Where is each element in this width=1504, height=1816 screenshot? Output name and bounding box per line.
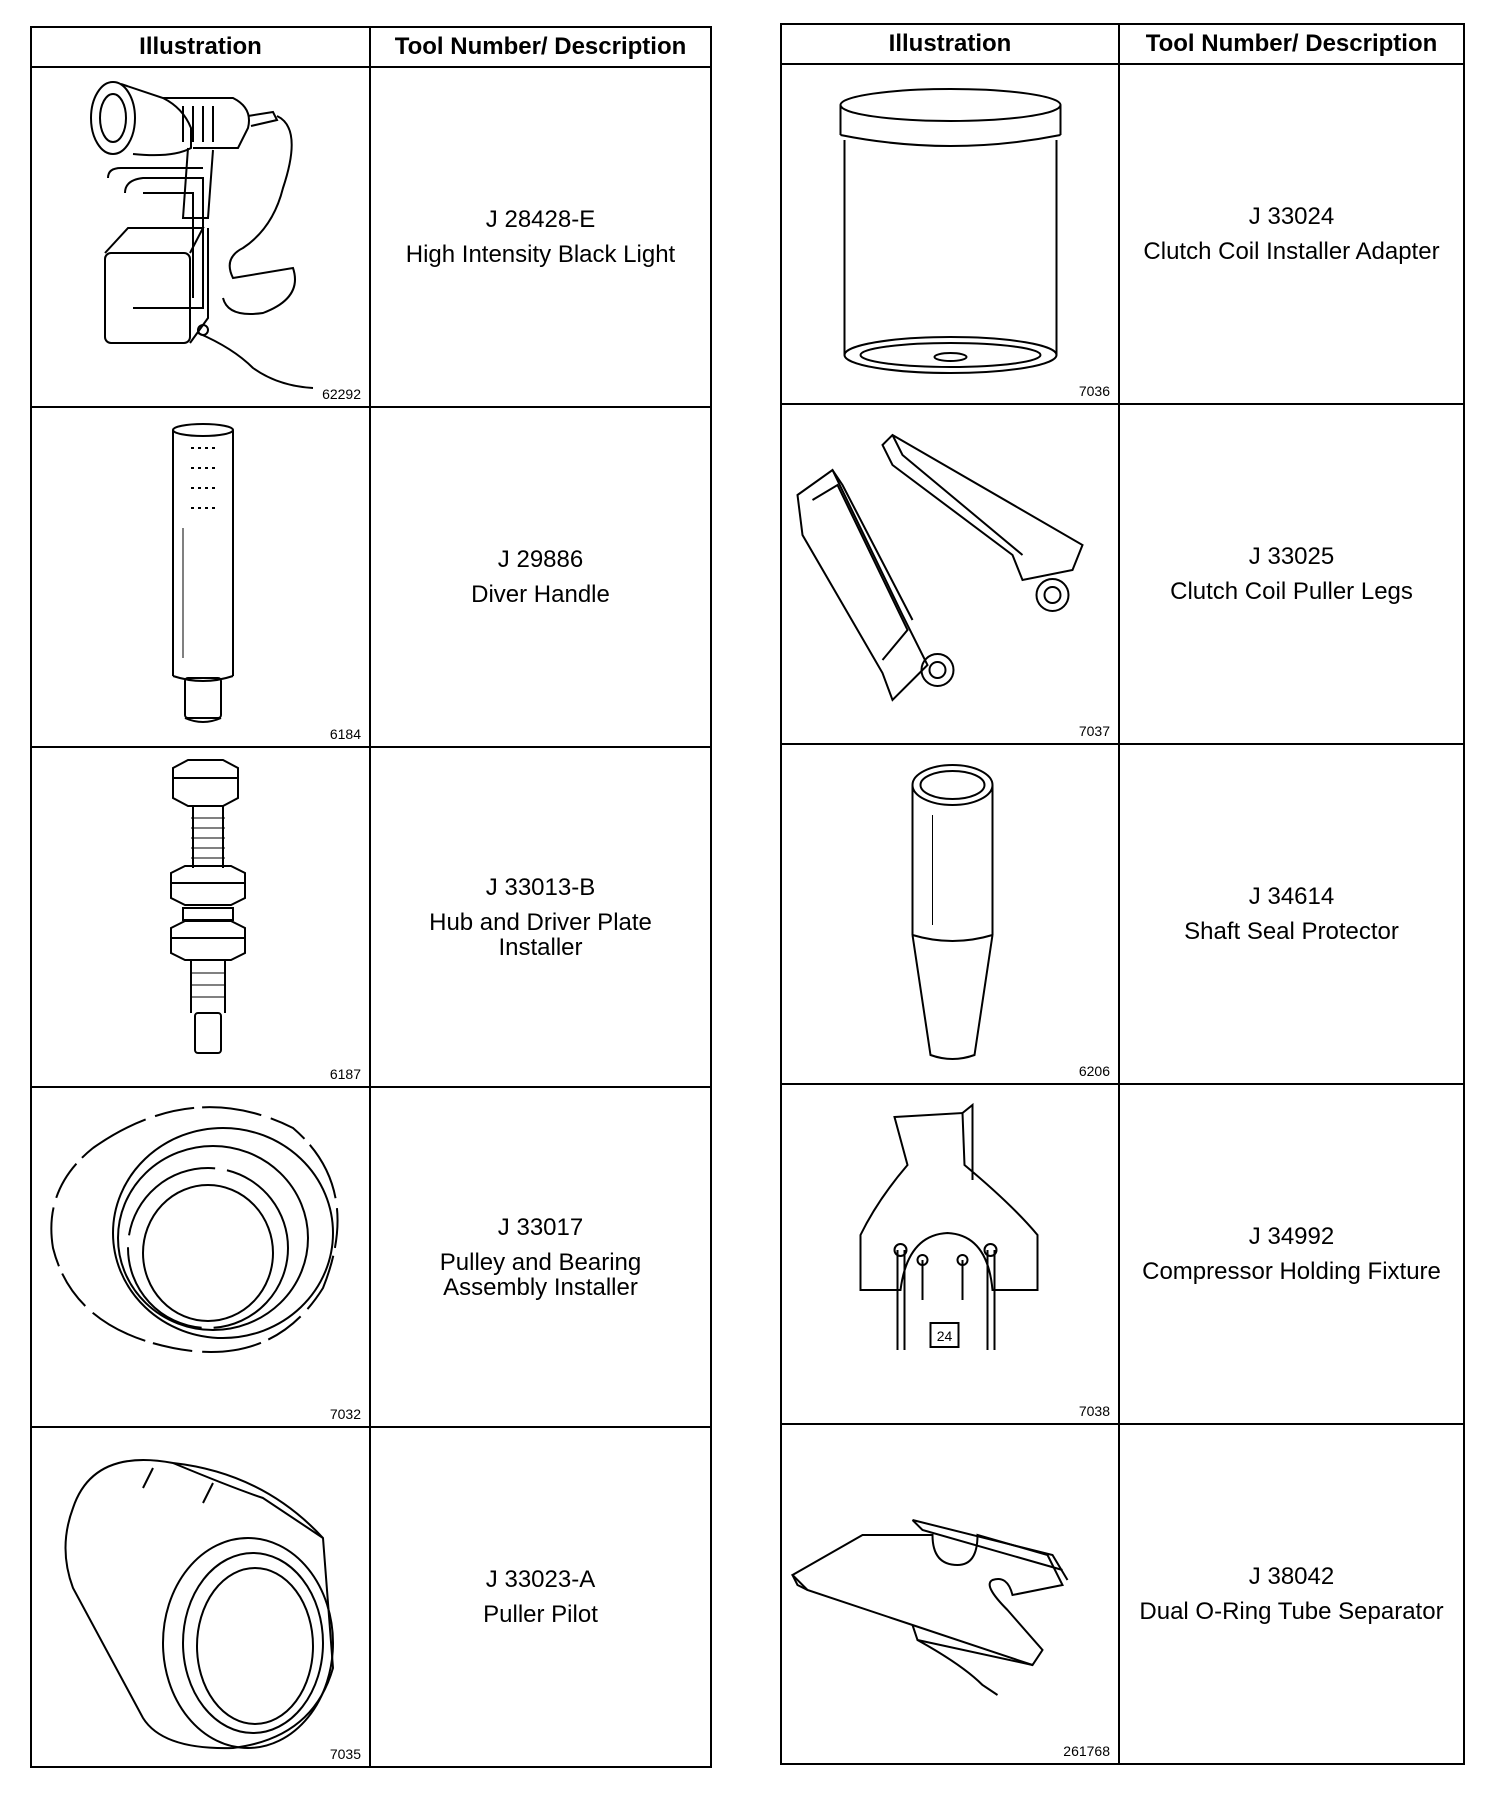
description-cell [370, 1087, 711, 1427]
description-cell [370, 407, 711, 747]
tool-number: J 33017 [497, 1213, 584, 1241]
figure-ref-number: 7032 [329, 1406, 361, 1422]
description-cell [370, 1427, 711, 1767]
tool-number: J 28428-E [485, 206, 596, 233]
illustration-cell [31, 747, 370, 1087]
tube-separator-icon [782, 1425, 1118, 1763]
illustration-cell [31, 1427, 370, 1767]
illustration-cell [31, 1087, 370, 1427]
description-cell [1119, 1424, 1464, 1764]
header-tool-description: Tool Number/ Description [1119, 24, 1464, 64]
illustration-cell [781, 1424, 1119, 1764]
holding-fixture-icon [782, 1085, 1118, 1423]
description-cell [1119, 404, 1464, 744]
tool-name: Clutch Coil Puller Legs [1170, 578, 1413, 605]
installer-bolt-icon [32, 748, 369, 1086]
tool-name: Puller Pilot [483, 1601, 598, 1628]
header-illustration: Illustration [781, 24, 1119, 64]
figure-ref-number: 62292 [322, 386, 361, 402]
tool-number: J 34614 [1248, 883, 1335, 910]
illustration-cell [781, 64, 1119, 404]
puller-pilot-icon [32, 1428, 369, 1766]
figure-ref-number: 7037 [1078, 723, 1110, 739]
puller-legs-icon [782, 405, 1118, 743]
table-row [31, 747, 711, 1087]
figure-ref-number: 6184 [329, 726, 361, 742]
table-row [781, 1424, 1464, 1764]
table-row [31, 1427, 711, 1767]
seal-protector-icon [782, 745, 1118, 1083]
driver-handle-icon [32, 408, 369, 746]
tool-number: J 33024 [1248, 203, 1335, 230]
illustration-cell [781, 1084, 1119, 1424]
tool-name: Hub and Driver Plate Installer [429, 908, 652, 961]
table-row [31, 1087, 711, 1427]
header-row [781, 24, 1464, 64]
figure-ref-number: 7038 [1078, 1403, 1110, 1419]
tool-table-right [780, 23, 1465, 1765]
tool-number: J 33025 [1248, 543, 1335, 570]
figure-ref-number: 7036 [1078, 383, 1110, 399]
figure-ref-number: 261768 [1063, 1743, 1110, 1759]
tool-number: J 38042 [1248, 1563, 1335, 1590]
ring-installer-icon [32, 1088, 369, 1426]
description-cell [370, 747, 711, 1087]
tool-number: J 33013-B [485, 873, 596, 901]
tool-name: Shaft Seal Protector [1184, 918, 1399, 945]
description-cell [1119, 744, 1464, 1084]
figure-ref-number: 7035 [329, 1746, 361, 1762]
header-row [31, 27, 711, 67]
table-row [781, 1084, 1464, 1424]
illustration-cell [781, 404, 1119, 744]
tool-table-left [30, 26, 712, 1768]
table-row [31, 67, 711, 407]
description-cell [370, 67, 711, 407]
fixture-inset-label: 24 [936, 1328, 953, 1344]
tool-number: J 34992 [1248, 1223, 1335, 1250]
illustration-cell [31, 407, 370, 747]
tool-name: Compressor Holding Fixture [1142, 1258, 1441, 1285]
tool-name: Dual O-Ring Tube Separator [1139, 1598, 1444, 1625]
header-illustration: Illustration [31, 27, 370, 67]
tool-name: High Intensity Black Light [405, 241, 676, 268]
illustration-cell [781, 744, 1119, 1084]
tool-name: Clutch Coil Installer Adapter [1143, 238, 1440, 265]
black-light-icon [32, 68, 369, 406]
tool-number: J 29886 [497, 546, 584, 573]
tool-name: Pulley and Bearing Assembly Installer [439, 1248, 642, 1301]
description-cell [1119, 1084, 1464, 1424]
header-tool-description: Tool Number/ Description [370, 27, 711, 67]
description-cell [1119, 64, 1464, 404]
coil-adapter-icon [782, 65, 1118, 403]
table-row [781, 744, 1464, 1084]
figure-ref-number: 6206 [1078, 1063, 1110, 1079]
table-row [781, 404, 1464, 744]
table-row [781, 64, 1464, 404]
illustration-cell [31, 67, 370, 407]
tool-name: Diver Handle [471, 581, 610, 608]
table-row [31, 407, 711, 747]
tool-number: J 33023-A [485, 1566, 596, 1593]
figure-ref-number: 6187 [329, 1066, 361, 1082]
